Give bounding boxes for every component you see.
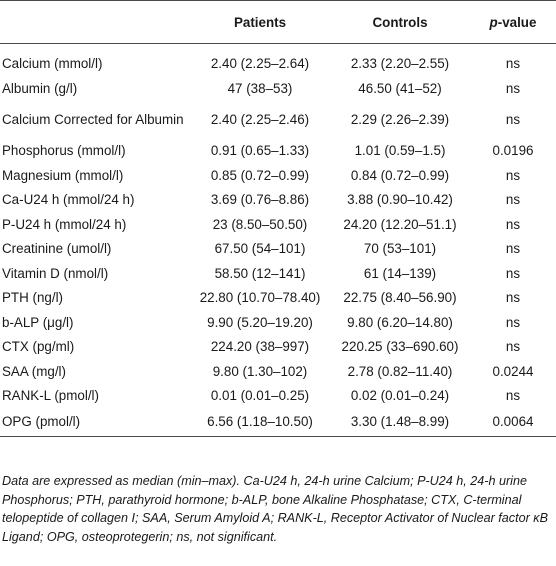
header-p-value xyxy=(470,1,556,44)
p-value: ns xyxy=(505,265,521,281)
patients-value: 0.85 (0.72–0.99) xyxy=(210,167,310,183)
table-row xyxy=(0,335,556,360)
controls-value: 3.88 (0.90–10.42) xyxy=(347,192,453,208)
row-label: OPG (pmol/l) xyxy=(0,408,190,437)
row-label: Ca-U24 h (mmol/24 h) xyxy=(2,192,135,208)
table-row xyxy=(0,44,556,77)
controls-value: 1.01 (0.59–1.5) xyxy=(354,143,446,159)
controls-value: 220.25 (33–690.60) xyxy=(341,339,459,355)
patients-value: 22.80 (10.70–78.40) xyxy=(199,290,321,306)
controls-value: 24.20 (12.20–51.1) xyxy=(343,216,457,232)
header-p-rest: -value xyxy=(497,14,537,30)
patients-value: 9.80 (1.30–102) xyxy=(212,363,308,379)
p-value: ns xyxy=(505,216,521,232)
row-label: Magnesium (mmol/l) xyxy=(2,167,124,183)
p-value: ns xyxy=(505,192,521,208)
table-row xyxy=(0,212,556,237)
patients-value: 9.90 (5.20–19.20) xyxy=(207,314,313,330)
row-label: RANK-L (pmol/l) xyxy=(2,388,99,404)
p-value: ns xyxy=(505,314,521,330)
row-label: P-U24 h (mmol/24 h) xyxy=(2,216,127,232)
p-value: ns xyxy=(505,339,521,355)
row-label: Calcium Corrected for Albumin xyxy=(2,111,184,127)
controls-value: 61 (14–139) xyxy=(363,265,437,281)
patients-value: 3.69 (0.76–8.86) xyxy=(210,192,310,208)
controls-value: 0.02 (0.01–0.24) xyxy=(350,388,450,404)
header-p-italic: p xyxy=(489,14,498,30)
controls-value: 2.33 (2.20–2.55) xyxy=(350,55,450,71)
table-row xyxy=(0,384,556,409)
table-row xyxy=(0,261,556,286)
row-label: Albumin (g/l) xyxy=(2,80,78,96)
p-value: ns xyxy=(505,55,521,71)
patients-value: 23 (8.50–50.50) xyxy=(212,216,308,232)
controls-value: 70 (53–101) xyxy=(363,241,437,257)
patients-value: 224.20 (38–997) xyxy=(210,339,310,355)
controls-value: 0.84 (0.72–0.99) xyxy=(350,167,450,183)
table-row xyxy=(0,359,556,384)
p-value: 0.0196 xyxy=(492,143,534,159)
table-row xyxy=(0,237,556,262)
patients-value: 2.40 (2.25–2.46) xyxy=(210,112,310,127)
p-value: ns xyxy=(505,290,521,306)
p-value: ns xyxy=(505,112,521,127)
p-value: 0.0244 xyxy=(492,363,534,379)
row-label: Calcium (mmol/l) xyxy=(2,55,103,71)
table-row xyxy=(0,76,556,101)
row-label: b-ALP (μg/l) xyxy=(2,314,74,330)
p-value: ns xyxy=(505,388,521,404)
table-row xyxy=(0,286,556,311)
patients-value: 0.01 (0.01–0.25) xyxy=(210,388,310,404)
patients-value: 47 (38–53) xyxy=(227,80,293,96)
controls-value: 2.29 (2.26–2.39) xyxy=(350,112,450,127)
p-value: ns xyxy=(505,167,521,183)
row-label: SAA (mg/l) xyxy=(2,363,66,379)
patients-value: 58.50 (12–141) xyxy=(214,265,306,281)
table-footnote: Data are expressed as median (min–max). Ca-U24 h, 24-h urine Calcium; P-U24 h, 24-h urine Phosphorus; PTH, parathyroid hormone; b-ALP, bone Alkaline Phosphatase; CTX, C-terminal telopeptide of collagen I; SAA, Serum Amyloid A; RANK-L, Receptor Activator of Nuclear factor κB Ligand; OPG, osteoprotegerin; ns, not significant. xyxy=(2,474,548,544)
table-row xyxy=(0,408,556,437)
controls-value: 2.78 (0.82–11.40) xyxy=(347,363,453,379)
header-variable xyxy=(0,1,190,44)
row-label: PTH (ng/l) xyxy=(2,290,64,306)
patients-value: 0.91 (0.65–1.33) xyxy=(210,143,310,159)
patients-value: 67.50 (54–101) xyxy=(214,241,306,257)
controls-value: 46.50 (41–52) xyxy=(358,80,442,96)
table-row xyxy=(0,310,556,335)
controls-value: 9.80 (6.20–14.80) xyxy=(347,314,453,330)
row-label: Creatinine (umol/l) xyxy=(2,241,112,257)
header-controls: Controls xyxy=(330,1,470,44)
header-row xyxy=(0,1,556,44)
table-row xyxy=(0,101,556,139)
row-label: Vitamin D (nmol/l) xyxy=(2,265,109,281)
p-value: 0.0064 xyxy=(470,408,556,437)
table-row xyxy=(0,188,556,213)
patients-value: 2.40 (2.25–2.64) xyxy=(210,55,310,71)
controls-value: 3.30 (1.48–8.99) xyxy=(330,408,470,437)
row-label: Phosphorus (mmol/l) xyxy=(2,143,126,159)
table-row xyxy=(0,163,556,188)
table-row xyxy=(0,139,556,164)
p-value: ns xyxy=(505,80,521,96)
row-label: CTX (pg/ml) xyxy=(2,339,75,355)
p-value: ns xyxy=(505,241,521,257)
patients-value: 6.56 (1.18–10.50) xyxy=(190,408,330,437)
header-patients: Patients xyxy=(190,1,330,44)
controls-value: 22.75 (8.40–56.90) xyxy=(343,290,457,306)
